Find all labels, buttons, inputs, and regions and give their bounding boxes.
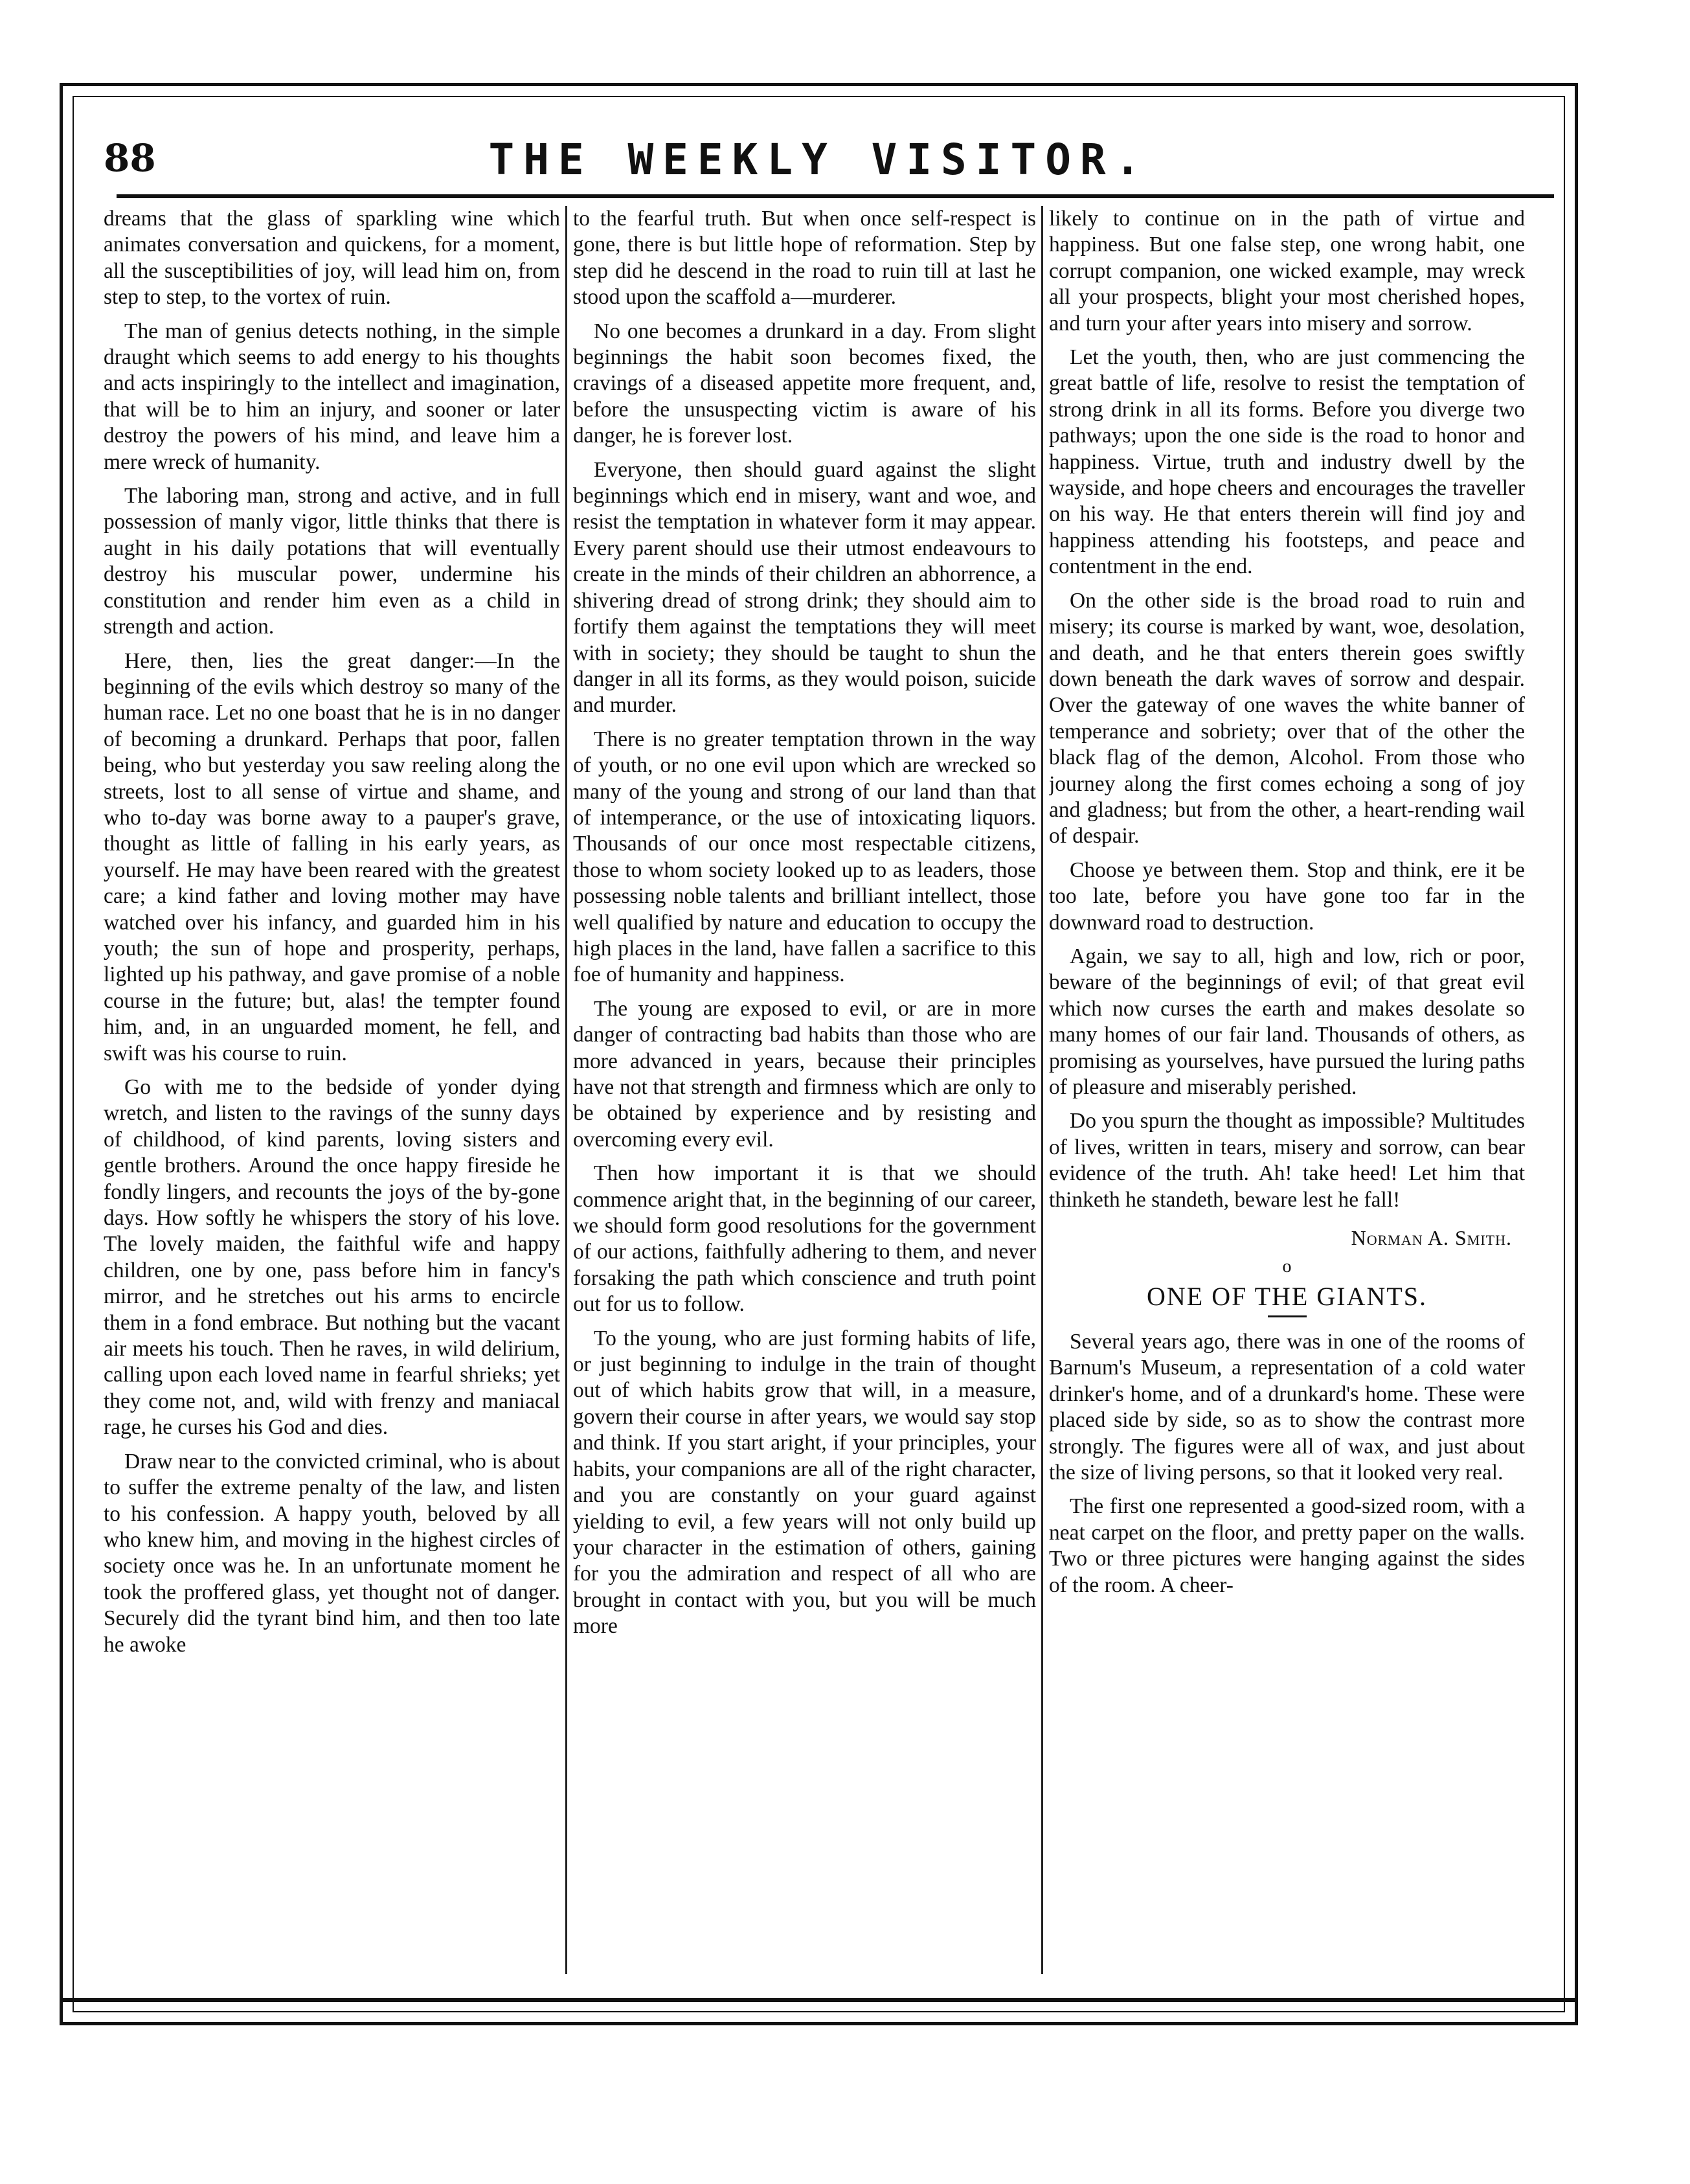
paragraph: Do you spurn the thought as impossible? Multitudes of lives, written in tears, misery and sorrow, can bear evidence of the truth. Ah! take heed! Let him that thinketh he standeth, beware lest he fall! bbox=[1049, 1109, 1525, 1212]
page-number: 88 bbox=[104, 136, 156, 180]
section-divider: o bbox=[1282, 1257, 1292, 1277]
paragraph: Then how important it is that we should commence aright that, in the beginning of our career, we should form good resolutions for the government of our actions, faithfully adhering to them, and never forsaking the path which conscience and truth point out for us to follow. bbox=[573, 1161, 1036, 1317]
author-signature: Norman A. Smith. bbox=[1351, 1226, 1512, 1250]
section-title: ONE OF THE GIANTS. bbox=[1146, 1282, 1428, 1312]
paragraph: Again, we say to all, high and low, rich or poor, beware of the beginnings of evil; of that great evil which now curses the earth and makes desolate so many homes of our fair land. Thousands of others, as promising as yourselves, have pursued the luring paths of pleasure and miserably perished. bbox=[1049, 944, 1525, 1099]
paragraph: Here, then, lies the great danger:—In the beginning of the evils which destroy so many of the human race. Let no one boast that he is in no danger of becoming a drunkard. Perhaps that poor, fallen being, who but yesterday you saw reeling along the streets, lost to all sense of virtue and shame, and who to-day was borne away to a pauper's grave, thought as little of falling in his early years, as yourself. He may have been reared with the greatest care; a kind father and loving mother may have watched over his infancy, and guarded him in his youth; the sun of hope and prosperity, perhaps, lighted up his pathway, and gave promise of a noble course in the future; but, alas! the tempter found him, and, in an unguarded moment, he fell, and swift was his course to ruin. bbox=[104, 648, 560, 1065]
paragraph: On the other side is the broad road to ruin and misery; its course is marked by want, woe, desolation, and death, and he that enters therein goes swiftly down beneath the dark waves of sorrow and despair. Over the gateway of one waves the white banner of temperance and sobriety; over that of the other the black flag of the demon, Alcohol. From those who journey along the first comes echoing a song of joy and gladness; but from the other, a heart-rending wail of despair. bbox=[1049, 588, 1525, 848]
paragraph: Draw near to the convicted criminal, who is about to suffer the extreme penalty of the law, and listen to his confession. A happy youth, beloved by all who knew him, and moving in the highest circles of society once was he. In an unfortunate moment he took the proffered glass, yet thought not of danger. Securely did the tyrant bind him, and then too late he awoke bbox=[104, 1449, 560, 1657]
paragraph: The first one represented a good-sized room, with a neat carpet on the floor, and pretty paper on the walls. Two or three pictures were hanging against the sides of the room. A cheer- bbox=[1049, 1494, 1525, 1597]
paragraph: The man of genius detects nothing, in the simple draught which seems to add energy to his thoughts and acts inspiringly to the intellect and imagination, that will be to him an injury, and sooner or later destroy the powers of his mind, and leave him a mere wreck of humanity. bbox=[104, 319, 560, 474]
column-3 bbox=[1049, 206, 1525, 1974]
paragraph: Several years ago, there was in one of the rooms of Barnum's Museum, a representation of a cold water drinker's home, and of a drunkard's home. These were placed side by side, so as to show the contrast more strongly. The figures were all of wax, and just about the size of living persons, so that it looked very real. bbox=[1049, 1330, 1525, 1485]
paragraph: Everyone, then should guard against the slight beginnings which end in misery, want and woe, and resist the temptation in whatever form it may appear. Every parent should use their utmost endeavours to create in the minds of their children an abhorrence, a shivering dread of strong drink; they should aim to fortify them against the temptations they will meet with in society; they should be taught to shun the danger in all its forms, as they would poison, suicide and murder. bbox=[573, 457, 1036, 718]
paragraph: Choose ye between them. Stop and think, ere it be too late, before you have gone too far in the downward road to destruction. bbox=[1049, 858, 1525, 935]
paragraph: No one becomes a drunkard in a day. From slight beginnings the habit soon becomes fixed, the cravings of a diseased appetite more frequent, and, before the unsuspecting victim is aware of his danger, he is forever lost. bbox=[573, 319, 1036, 448]
paragraph: To the young, who are just forming habits of life, or just beginning to indulge in the train of thought out of which habits grow that will, in a measure, govern their course in after years, we would say stop and think. If you start aright, if your principles, your habits, your companions are all of the right character, and you are constantly on your guard against yielding to evil, a few years will not only build up your character in the estimation of others, gaining for you the admiration and respect of all who are brought in contact with you, but you will be much more bbox=[573, 1326, 1036, 1639]
column-divider bbox=[1041, 206, 1043, 1974]
paragraph: dreams that the glass of sparkling wine which animates conversation and quickens, for a moment, all the susceptibilities of joy, will lead him on, from step to step, to the vortex of ruin. bbox=[104, 207, 560, 310]
paragraph: likely to continue on in the path of virtue and happiness. But one false step, one wrong habit, one corrupt companion, one wicked example, may wreck all your prospects, blight your most cherished hopes, and turn your after years into misery and sorrow. bbox=[1049, 207, 1525, 336]
paragraph: Let the youth, then, who are just commencing the great battle of life, resolve to resist the temptation of strong drink in all its forms. Before you diverge two pathways; upon the one side is the road to honor and happiness. Virtue, truth and industry dwell by the wayside, and hope cheers and encourages the traveller on his way. He that enters therein will find joy and happiness attending his footsteps, and peace and contentment in the end. bbox=[1049, 345, 1525, 579]
paragraph: There is no greater temptation thrown in the way of youth, or no one evil upon which are wrecked so many of the young and strong of our land than that of intemperance, or the use of intoxicating liquors. Thousands of our once most respectable citizens, those to whom society looked up to as leaders, those possessing noble talents and brilliant intellect, those well qualified by nature and education to occupy the high places in the land, have fallen a sacrifice to this foe of humanity and happiness. bbox=[573, 727, 1036, 987]
paragraph: Go with me to the bedside of yonder dying wretch, and listen to the ravings of the sunny days of childhood, of kind parents, loving sisters and gentle brothers. Around the once happy fireside he fondly lingers, and recounts the joys of the by-gone days. How softly he whispers the story of his love. The lovely maiden, the faithful wife and happy children, one by one, pass before him in fancy's mirror, and he stretches out his arms to encircle them in a fond embrace. But nothing but the vacant air meets his touch. Then he raves, in wild delirium, calling upon each loved name in fearful shrieks; yet they come not, and, wild with frenzy and maniacal rage, he curses his God and dies. bbox=[104, 1075, 560, 1440]
title-rule bbox=[1268, 1315, 1307, 1317]
bottom-rule bbox=[60, 1998, 1578, 2025]
header-rule bbox=[117, 194, 1554, 198]
column-2 bbox=[573, 206, 1036, 1974]
masthead-title: THE WEEKLY VISITOR. bbox=[488, 135, 1150, 185]
paragraph: The laboring man, strong and active, and in full possession of manly vigor, little thinks that there is aught in his daily potations that will eventually destroy his muscular power, undermine his constitution and render him even as a child in strength and action. bbox=[104, 484, 560, 639]
column-divider bbox=[565, 206, 567, 1974]
paragraph: The young are exposed to evil, or are in more danger of contracting bad habits than those who are more advanced in years, because their principles have not that strength and firmness which are only to be obtained by experience and by resisting and overcoming every evil. bbox=[573, 996, 1036, 1152]
paragraph: to the fearful truth. But when once self-respect is gone, there is but little hope of reformation. Step by step did he descend in the road to ruin till at last he stood upon the scaffold a—murderer. bbox=[573, 207, 1036, 310]
column-1 bbox=[104, 206, 560, 1974]
page-header bbox=[97, 130, 1541, 201]
